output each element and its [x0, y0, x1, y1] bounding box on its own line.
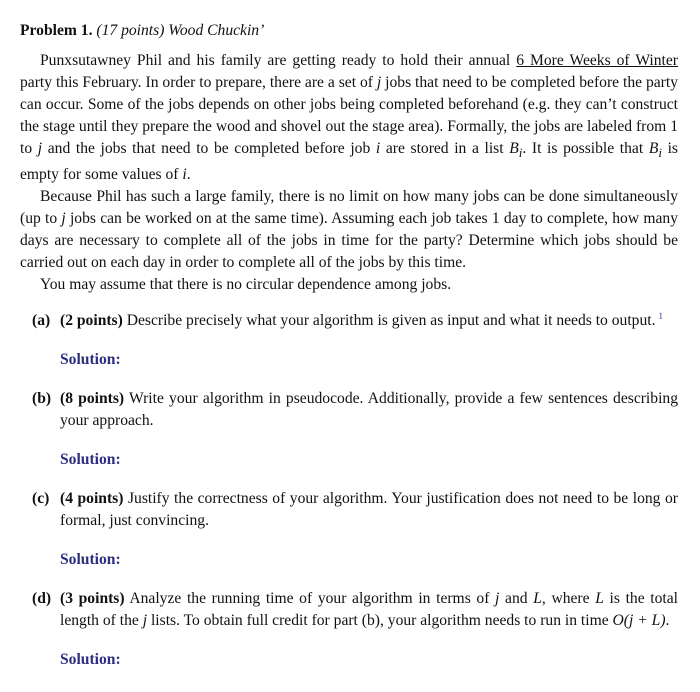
text-run: jobs can be worked on at the same time). Assuming each job takes 1 day to complete, how many days are necessary to complete all of the jobs in time for the party? Determine which jobs should be carried out on each day in order to complete all of the jobs by this time. [20, 210, 678, 272]
part-text [60, 388, 678, 432]
math-var: B [648, 140, 659, 157]
part-b [20, 388, 678, 471]
problem-page [20, 20, 678, 688]
math-var: B [509, 140, 519, 157]
part-text [60, 310, 678, 332]
text-run: are stored in a list [380, 140, 510, 157]
math-var: j [376, 74, 382, 91]
solution-label: Solution: [60, 451, 121, 469]
math-var: j [61, 210, 66, 228]
part-text [60, 488, 678, 532]
solution-label: Solution: [60, 351, 121, 369]
part-text [60, 588, 678, 632]
part-d [20, 588, 678, 671]
part-tag: (a) [32, 312, 51, 330]
text-run: is empty for some values of [20, 140, 678, 184]
text-run: is the total length of the [60, 590, 678, 630]
big-o-expression: O(j + L) [612, 612, 666, 630]
text-run: . [186, 166, 191, 184]
text-run: jobs that need to be completed before the party can occur. Some of the jobs depends on other jobs being completed beforehand (e.g. they can’t construct the stage until they prepare the wood and shovel out the stage area). Formally, the jobs are labeled from 1 to [20, 74, 679, 157]
part-tag: (d) [32, 590, 52, 608]
part-points: (4 points) [60, 490, 124, 508]
problem-label: Problem 1. [20, 22, 93, 39]
part-points: (3 points) [60, 590, 125, 608]
math-var: j [142, 612, 148, 630]
math-var: L [595, 590, 604, 608]
problem-heading [20, 20, 678, 42]
text-run: party this February. In order to prepare, there are a set of [20, 74, 377, 91]
text-run: Because Phil has such a large family, there is no limit on how many jobs can be done simultaneously (up to [20, 188, 678, 228]
part-c [20, 488, 678, 571]
text-run: . [665, 612, 670, 630]
intro-paragraph-1 [20, 50, 678, 186]
text-run: Analyze the running time of your algorithm in terms of [124, 590, 496, 608]
text-run: Punxsutawney Phil and his family are getting ready to hold their annual [40, 52, 517, 69]
text-run: . It is possible that [522, 140, 649, 157]
text-run: and the jobs that need to be completed before job [42, 140, 376, 157]
math-subscript: i [518, 145, 523, 161]
problem-title: (17 points) Wood Chuckin’ [96, 22, 265, 39]
math-var: i [375, 140, 381, 157]
text-run: Write your algorithm in pseudocode. Additionally, provide a few sentences describing your approach. [60, 390, 678, 430]
text-run: , where [541, 590, 596, 608]
part-a [20, 310, 678, 371]
problem-parts [20, 310, 678, 671]
math-var: i [182, 166, 187, 184]
intro-paragraph-2 [20, 186, 678, 274]
text-run: and [499, 590, 534, 608]
math-var: j [495, 590, 500, 608]
math-var: L [533, 590, 542, 608]
text-run: lists. To obtain full credit for part (b), your algorithm needs to run in time [147, 612, 613, 630]
text-run: Describe precisely what your algorithm is given as input and what it needs to output. [122, 312, 656, 330]
solution-label: Solution: [60, 551, 121, 569]
math-subscript: i [658, 145, 662, 161]
intro-paragraph-3: You may assume that there is no circular dependence among jobs. [40, 276, 452, 294]
math-var: j [37, 140, 43, 157]
party-name-underlined: 6 More Weeks of Winter [516, 52, 678, 69]
text-run: Justify the correctness of your algorithm. Your justification does not need to be long or formal, just convincing. [60, 490, 678, 530]
part-points: (2 points) [60, 312, 123, 330]
solution-label: Solution: [60, 651, 121, 669]
part-tag: (c) [32, 490, 50, 508]
part-points: (8 points) [60, 390, 125, 408]
part-tag: (b) [32, 390, 52, 408]
footnote-marker[interactable]: 1 [658, 310, 663, 321]
